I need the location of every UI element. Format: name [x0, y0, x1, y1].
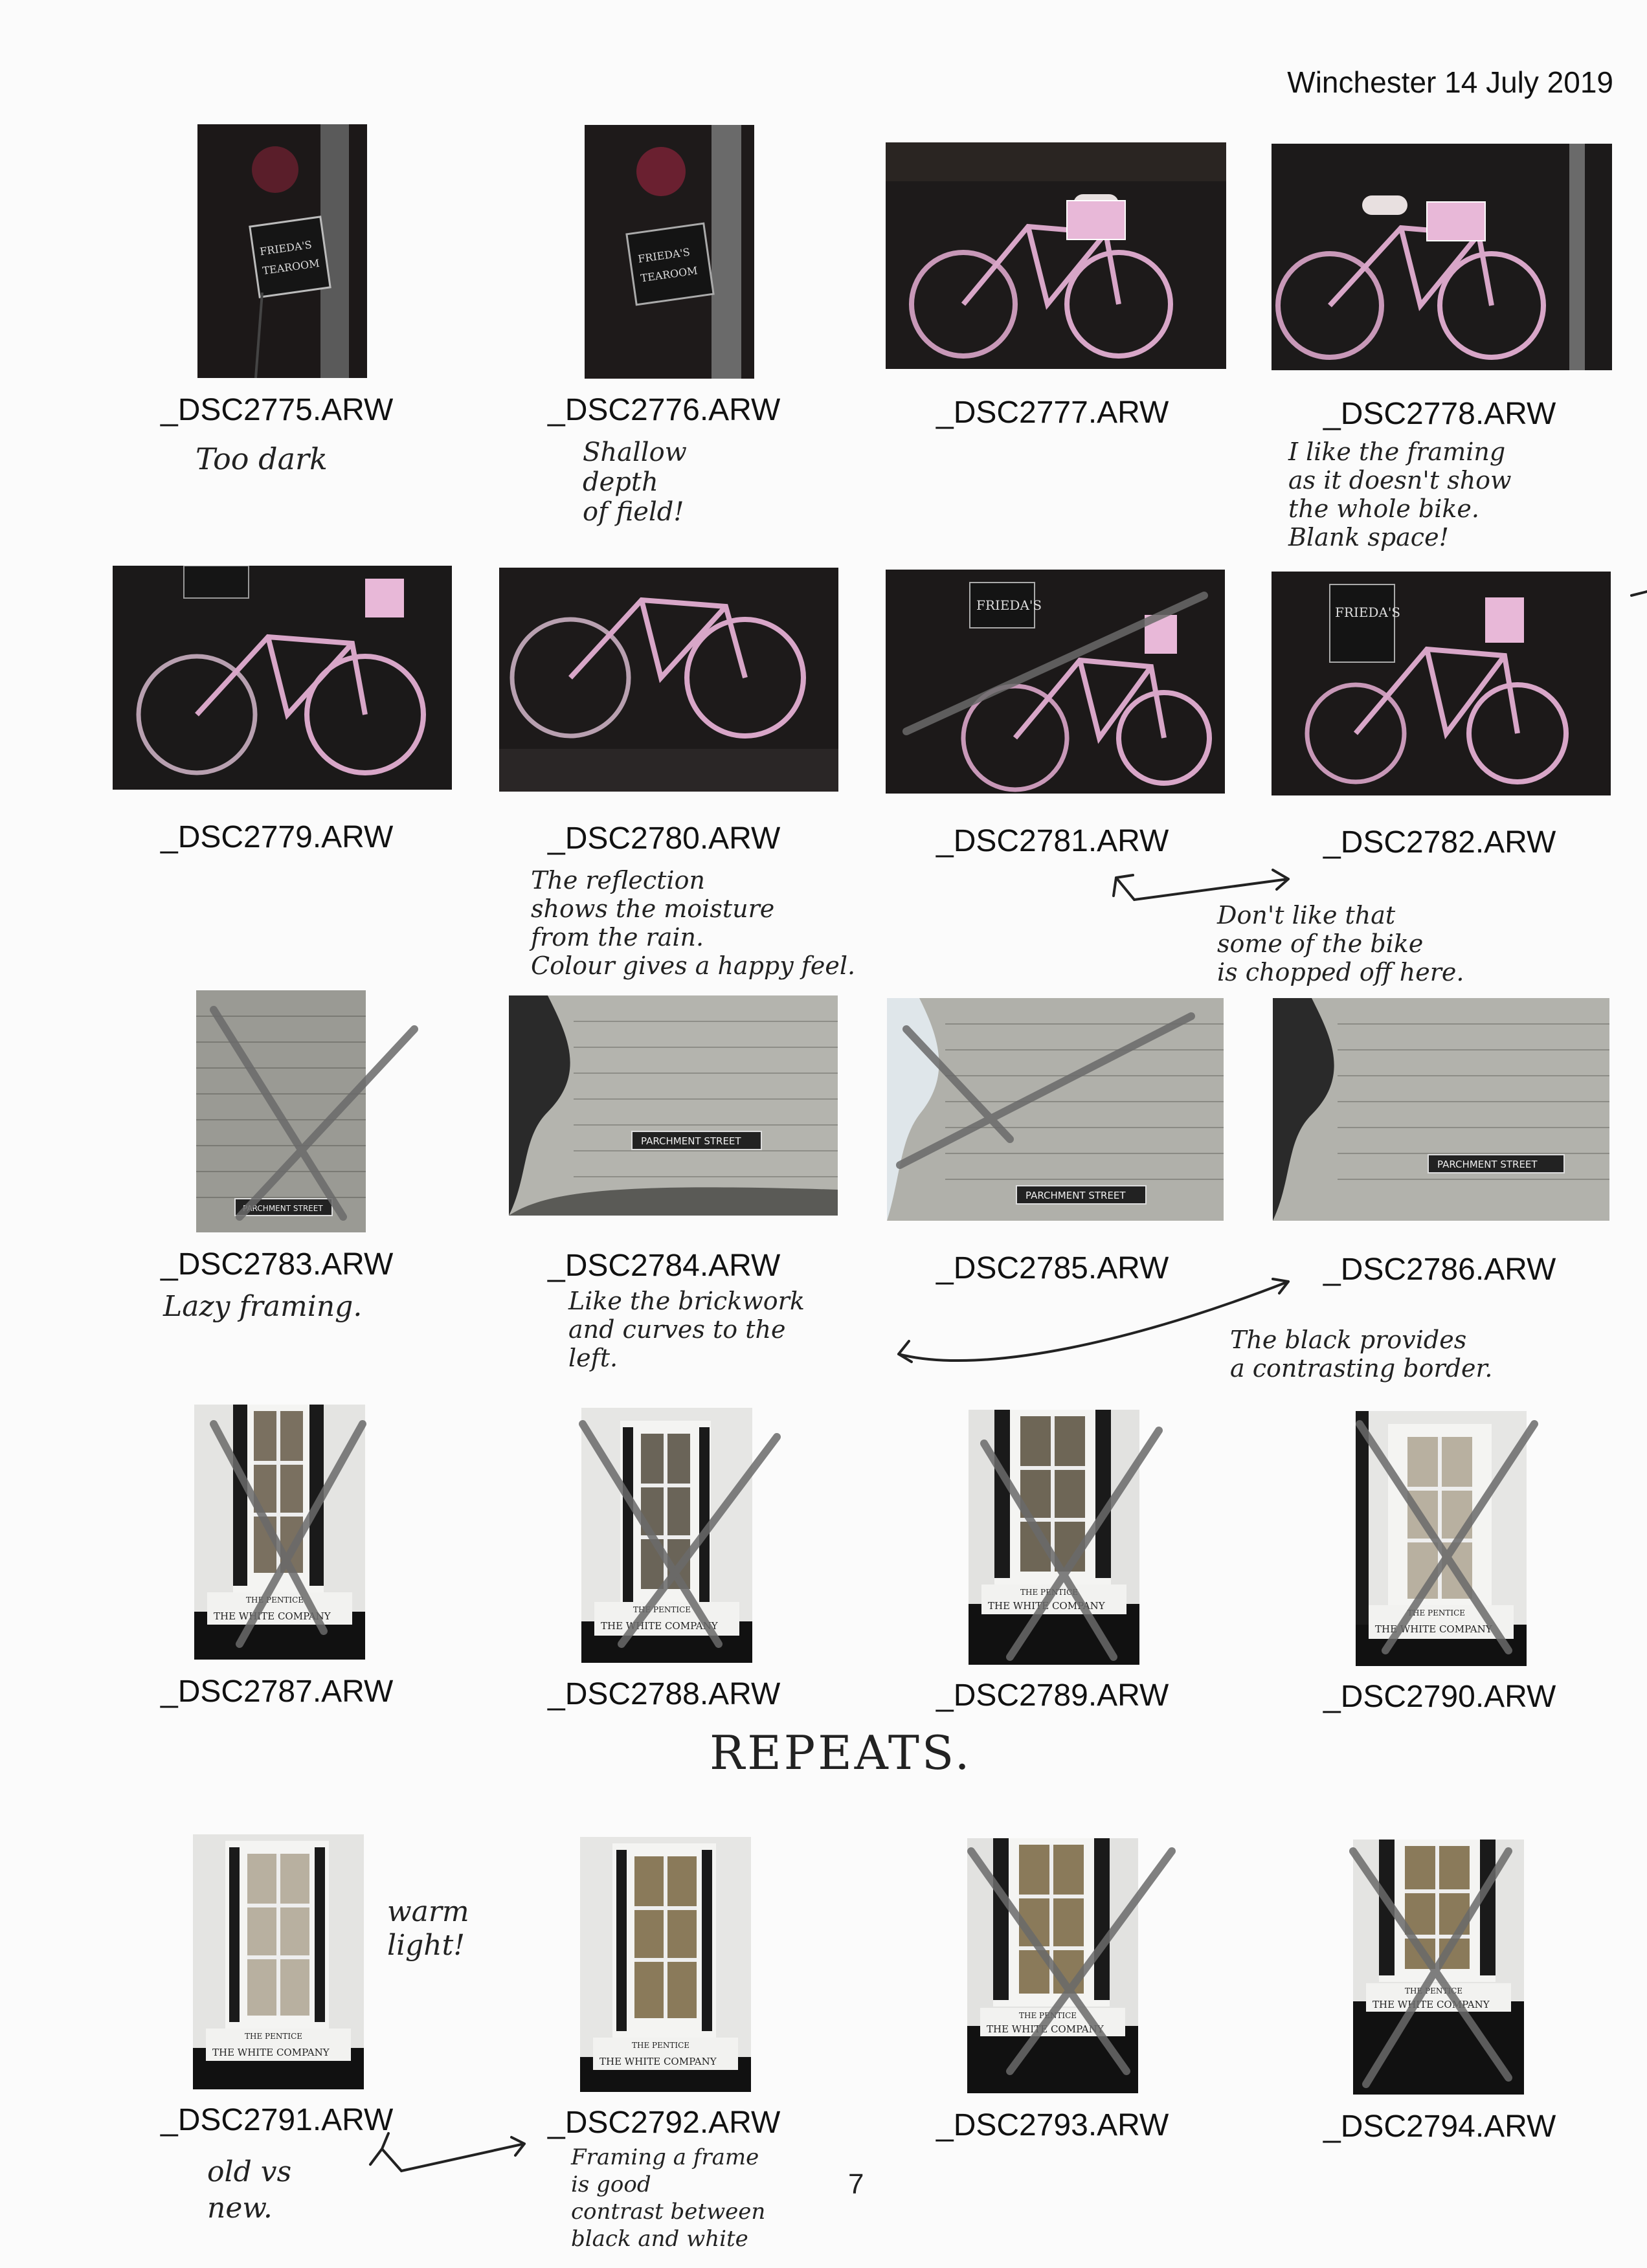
svg-text:PARCHMENT STREET: PARCHMENT STREET	[1437, 1159, 1538, 1170]
caption-dsc2784: _DSC2784.ARW	[548, 1249, 781, 1283]
svg-text:FRIEDA'S: FRIEDA'S	[1335, 605, 1401, 620]
thumbnail-dsc2778[interactable]	[1272, 144, 1612, 370]
caption-dsc2777: _DSC2777.ARW	[936, 395, 1169, 430]
svg-text:TEAROOM: TEAROOM	[640, 264, 699, 285]
caption-dsc2786: _DSC2786.ARW	[1323, 1252, 1556, 1287]
caption-dsc2788: _DSC2788.ARW	[548, 1677, 781, 1711]
thumbnail-dsc2777[interactable]	[886, 142, 1226, 369]
svg-text:THE WHITE COMPANY: THE WHITE COMPANY	[1375, 1623, 1492, 1635]
note-lazy-framing: Lazy framing.	[163, 1290, 363, 1323]
svg-text:PARCHMENT STREET: PARCHMENT STREET	[641, 1135, 741, 1147]
thumbnail-dsc2784[interactable]	[509, 995, 838, 1216]
note-black-border: The black provides a contrasting border.	[1230, 1326, 1493, 1383]
caption-dsc2778: _DSC2778.ARW	[1323, 397, 1556, 431]
thumbnail-dsc2782[interactable]	[1272, 572, 1611, 795]
caption-dsc2780: _DSC2780.ARW	[548, 821, 781, 856]
svg-text:THE WHITE COMPANY: THE WHITE COMPANY	[599, 2056, 717, 2067]
note-too-dark: Too dark	[196, 441, 328, 476]
svg-text:THE PENTICE: THE PENTICE	[1020, 1588, 1079, 1597]
caption-dsc2790: _DSC2790.ARW	[1323, 1680, 1556, 1714]
svg-text:THE PENTICE: THE PENTICE	[1019, 2011, 1077, 2020]
thumbnail-dsc2783[interactable]	[196, 990, 366, 1232]
thumbnail-dsc2792[interactable]	[580, 1837, 751, 2092]
note-shallow-depth: Shallow depth of field!	[583, 438, 687, 527]
svg-text:PARCHMENT STREET: PARCHMENT STREET	[1025, 1190, 1126, 1201]
caption-dsc2793: _DSC2793.ARW	[936, 2108, 1169, 2142]
thumbnail-dsc2779[interactable]	[113, 566, 452, 790]
svg-text:FRIEDA'S: FRIEDA'S	[976, 597, 1042, 613]
svg-text:PARCHMENT STREET: PARCHMENT STREET	[243, 1204, 323, 1213]
svg-text:THE WHITE COMPANY: THE WHITE COMPANY	[212, 2047, 330, 2058]
thumbnail-dsc2791[interactable]	[193, 1834, 364, 2089]
svg-text:THE PENTICE: THE PENTICE	[633, 1605, 691, 1614]
page-number: 7	[848, 2168, 864, 2200]
caption-dsc2782: _DSC2782.ARW	[1323, 825, 1556, 860]
caption-dsc2785: _DSC2785.ARW	[936, 1251, 1169, 1285]
note-reflection: The reflection shows the moisture from the rain. Colour gives a happy feel.	[531, 866, 856, 980]
caption-dsc2792: _DSC2792.ARW	[548, 2106, 781, 2140]
edge-mark	[1631, 592, 1647, 595]
thumbnail-dsc2794[interactable]	[1353, 1840, 1524, 2095]
caption-dsc2794: _DSC2794.ARW	[1323, 2109, 1556, 2144]
thumbnail-dsc2789[interactable]	[969, 1410, 1139, 1665]
note-warm-light: warm light!	[387, 1895, 469, 1962]
note-brickwork: Like the brickwork and curves to the left.	[568, 1287, 805, 1372]
svg-text:FRIEDA'S: FRIEDA'S	[637, 245, 691, 265]
thumbnail-dsc2786[interactable]	[1273, 998, 1609, 1221]
thumbnail-dsc2780[interactable]	[499, 568, 838, 792]
caption-dsc2789: _DSC2789.ARW	[936, 1678, 1169, 1713]
thumbnail-dsc2793[interactable]	[967, 1838, 1138, 2093]
svg-text:THE PENTICE: THE PENTICE	[245, 2032, 303, 2041]
thumbnail-dsc2775[interactable]	[197, 124, 367, 378]
svg-text:FRIEDA'S: FRIEDA'S	[259, 238, 313, 258]
caption-dsc2781: _DSC2781.ARW	[936, 824, 1169, 858]
svg-text:THE PENTICE: THE PENTICE	[632, 2041, 690, 2050]
thumbnail-dsc2790[interactable]	[1356, 1411, 1527, 1666]
svg-text:THE WHITE COMPANY: THE WHITE COMPANY	[987, 2023, 1104, 2035]
caption-dsc2779: _DSC2779.ARW	[161, 820, 394, 854]
svg-text:THE WHITE COMPANY: THE WHITE COMPANY	[601, 1620, 718, 1632]
note-chopped-bike: Don't like that some of the bike is chopped off here.	[1217, 901, 1464, 986]
svg-text:THE PENTICE: THE PENTICE	[246, 1595, 304, 1605]
svg-text:THE WHITE COMPANY: THE WHITE COMPANY	[1372, 1999, 1490, 2010]
thumbnail-dsc2788[interactable]	[581, 1408, 752, 1663]
thumbnail-dsc2781[interactable]	[886, 570, 1225, 794]
svg-text:THE WHITE COMPANY: THE WHITE COMPANY	[214, 1610, 331, 1622]
caption-dsc2791: _DSC2791.ARW	[161, 2103, 394, 2137]
thumbnail-dsc2785[interactable]	[887, 998, 1224, 1221]
arrow-old-new	[370, 2133, 524, 2171]
caption-dsc2775: _DSC2775.ARW	[161, 393, 394, 427]
svg-text:THE PENTICE: THE PENTICE	[1407, 1608, 1466, 1618]
thumbnail-dsc2787[interactable]	[194, 1405, 365, 1660]
caption-dsc2787: _DSC2787.ARW	[161, 1674, 394, 1709]
svg-text:THE PENTICE: THE PENTICE	[1405, 1986, 1463, 1996]
note-old-vs-new: old vs new.	[207, 2155, 292, 2225]
svg-text:TEAROOM: TEAROOM	[262, 256, 320, 278]
note-framing-blank-space: I like the framing as it doesn't show the whole bike. Blank space!	[1288, 438, 1512, 551]
arrow-2781-2782	[1114, 870, 1288, 900]
note-repeats: REPEATS.	[710, 1726, 972, 1780]
thumbnail-dsc2776[interactable]	[585, 125, 754, 379]
note-framing-a-frame: Framing a frame is good contrast between black and white	[571, 2144, 766, 2252]
caption-dsc2776: _DSC2776.ARW	[548, 393, 781, 427]
page-header: Winchester 14 July 2019	[1287, 65, 1613, 99]
svg-text:THE WHITE COMPANY: THE WHITE COMPANY	[988, 1600, 1105, 1612]
caption-dsc2783: _DSC2783.ARW	[161, 1247, 394, 1282]
